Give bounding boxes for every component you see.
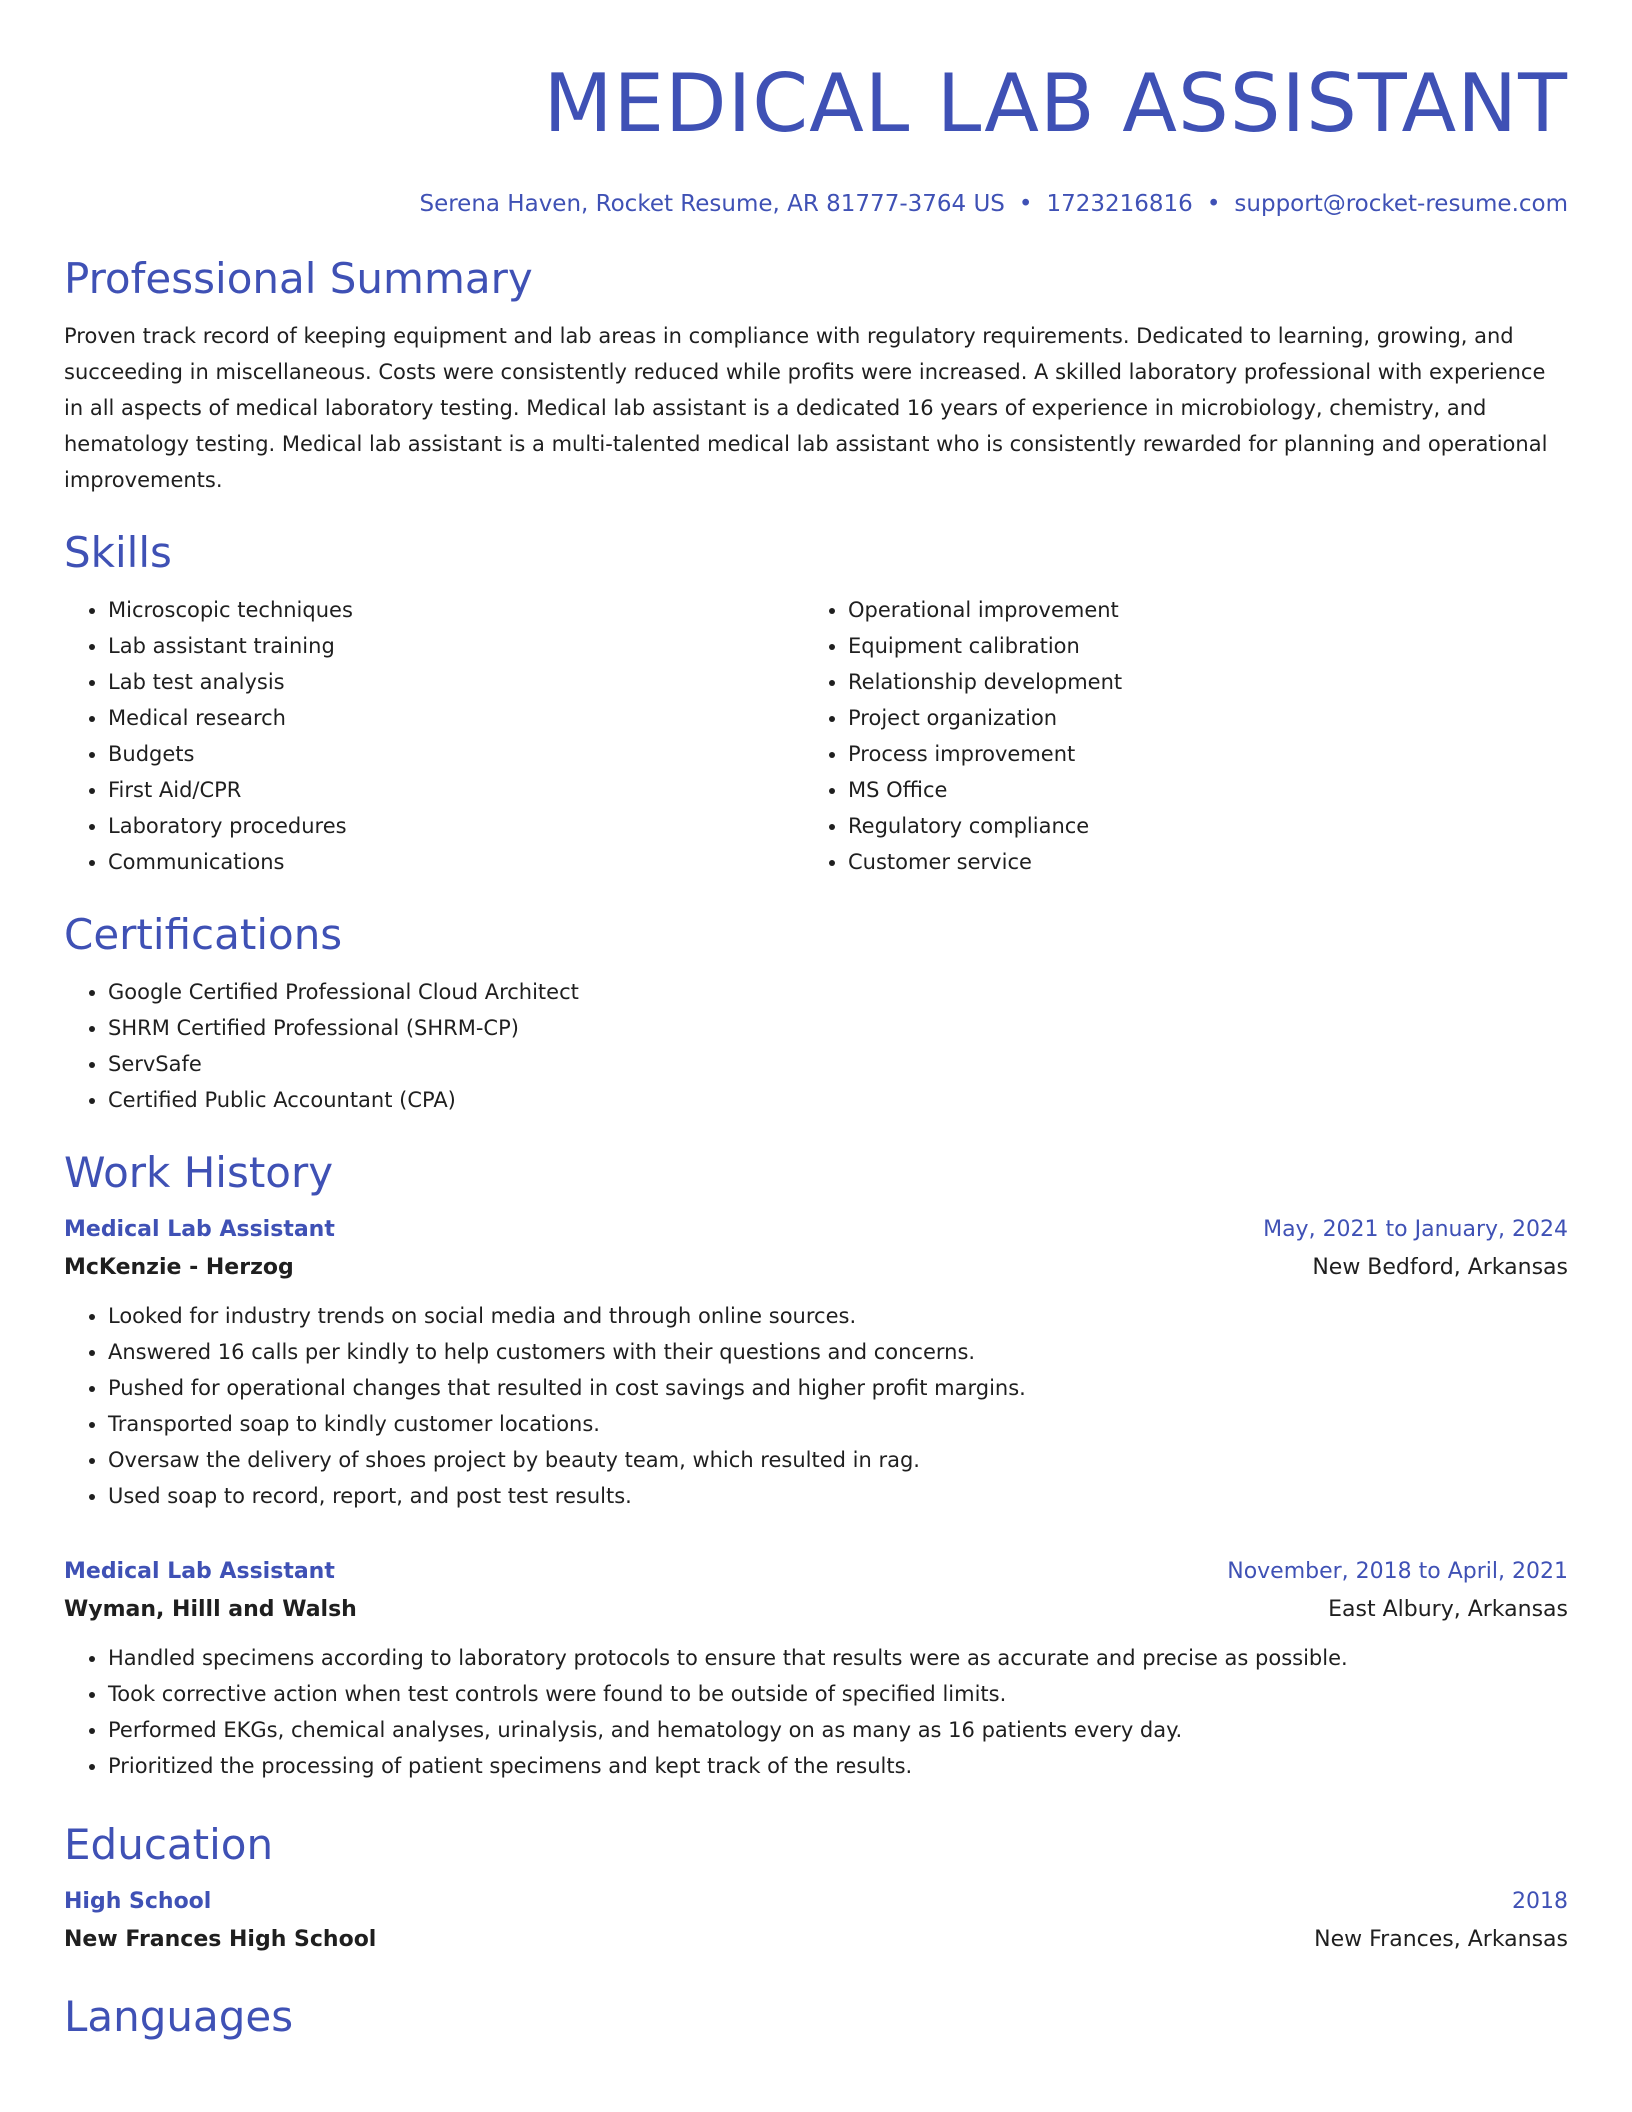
skill-item: • Communications <box>108 844 804 880</box>
languages-heading: Languages <box>64 1992 294 2041</box>
contact-email[interactable]: support@rocket-resume.com <box>1234 191 1568 217</box>
job-employer: McKenzie - Herzog <box>64 1255 294 1280</box>
skill-item: • Customer service <box>848 844 1544 880</box>
skill-item: • Equipment calibration <box>848 628 1544 664</box>
skill-item: • Budgets <box>108 736 804 772</box>
skill-item: • Laboratory procedures <box>108 808 804 844</box>
certifications-heading: Certifications <box>64 910 343 959</box>
job-employer: Wyman, Hilll and Walsh <box>64 1597 357 1622</box>
job-bullet: • Used soap to record, report, and post test results. <box>108 1478 1568 1514</box>
education-degree: High School <box>64 1889 212 1914</box>
skill-item: • Relationship development <box>848 664 1544 700</box>
job-title: Medical Lab Assistant <box>64 1217 335 1242</box>
certification-item: • SHRM Certified Professional (SHRM-CP) <box>108 1010 1568 1046</box>
skill-item: • MS Office <box>848 772 1544 808</box>
summary-text: Proven track record of keeping equipment and lab areas in compliance with regulatory requirements. Dedicated to learning, growing, and succeeding in miscellaneous. Costs were consistently reduced while profits were increased. A skilled laboratory professional with experience in all aspects of medical laboratory testing. Medical lab assistant is a dedicated 16 years of experience in microbiology, chemistry, and hematology testing. Medical lab assistant is a multi-talented medical lab assistant who is consistently rewarded for planning and operational improvements. <box>64 324 1548 492</box>
skill-item: • Operational improvement <box>848 592 1544 628</box>
education-school: New Frances High School <box>64 1927 377 1952</box>
job-bullet: • Took corrective action when test controls were found to be outside of specified limits. <box>108 1676 1568 1712</box>
job-bullet: • Handled specimens according to laboratory protocols to ensure that results were as accurate and precise as possible. <box>108 1640 1568 1676</box>
skill-item: • Microscopic techniques <box>108 592 804 628</box>
skills-heading: Skills <box>64 528 172 577</box>
job-dates: November, 2018 to April, 2021 <box>1227 1559 1568 1584</box>
skill-item: • Project organization <box>848 700 1544 736</box>
job-bullet: • Transported soap to kindly customer locations. <box>108 1406 1568 1442</box>
work-history-heading: Work History <box>64 1148 334 1197</box>
certifications-section <box>64 910 1568 1118</box>
education-heading: Education <box>64 1820 274 1869</box>
contact-separator: • <box>1018 191 1033 217</box>
contact-separator: • <box>1206 191 1221 217</box>
skill-item: • Regulatory compliance <box>848 808 1544 844</box>
skills-column-right <box>804 592 1544 880</box>
job-location: East Albury, Arkansas <box>1328 1597 1568 1622</box>
work-history-section <box>64 1148 1568 1784</box>
certification-item: • Google Certified Professional Cloud Architect <box>108 974 1568 1010</box>
skill-item: • Medical research <box>108 700 804 736</box>
job-dates: May, 2021 to January, 2024 <box>1263 1217 1568 1242</box>
education-location: New Frances, Arkansas <box>1314 1927 1568 1952</box>
job-title: Medical Lab Assistant <box>64 1559 335 1584</box>
job-location: New Bedford, Arkansas <box>1312 1255 1568 1280</box>
summary-heading: Professional Summary <box>64 254 533 303</box>
skill-item: • Process improvement <box>848 736 1544 772</box>
skill-item: • Lab assistant training <box>108 628 804 664</box>
languages-section <box>64 1992 1568 2042</box>
resume-header <box>64 0 1568 220</box>
job-bullet: • Prioritized the processing of patient specimens and kept track of the results. <box>108 1748 1568 1784</box>
summary-section <box>64 254 1568 498</box>
skills-section <box>64 528 1568 880</box>
skill-item: • Lab test analysis <box>108 664 804 700</box>
contact-line <box>64 188 1568 220</box>
contact-phone: 1723216816 <box>1046 191 1193 217</box>
job-bullet: • Oversaw the delivery of shoes project by beauty team, which resulted in rag. <box>108 1442 1568 1478</box>
job-bullet: • Pushed for operational changes that resulted in cost savings and higher profit margins. <box>108 1370 1568 1406</box>
contact-address: Serena Haven, Rocket Resume, AR 81777-3764 US <box>419 191 1005 217</box>
job-bullet: • Looked for industry trends on social media and through online sources. <box>108 1298 1568 1334</box>
job-bullet: • Answered 16 calls per kindly to help customers with their questions and concerns. <box>108 1334 1568 1370</box>
education-year: 2018 <box>1512 1889 1568 1914</box>
education-section <box>64 1820 1568 1960</box>
skills-column-left <box>64 592 804 880</box>
resume-name: MEDICAL LAB ASSISTANT <box>543 57 1568 150</box>
job-entry <box>64 1212 1568 1514</box>
certification-item: • ServSafe <box>108 1046 1568 1082</box>
certification-item: • Certified Public Accountant (CPA) <box>108 1082 1568 1118</box>
job-entry <box>64 1554 1568 1784</box>
skill-item: • First Aid/CPR <box>108 772 804 808</box>
job-bullet: • Performed EKGs, chemical analyses, urinalysis, and hematology on as many as 16 patients every day. <box>108 1712 1568 1748</box>
